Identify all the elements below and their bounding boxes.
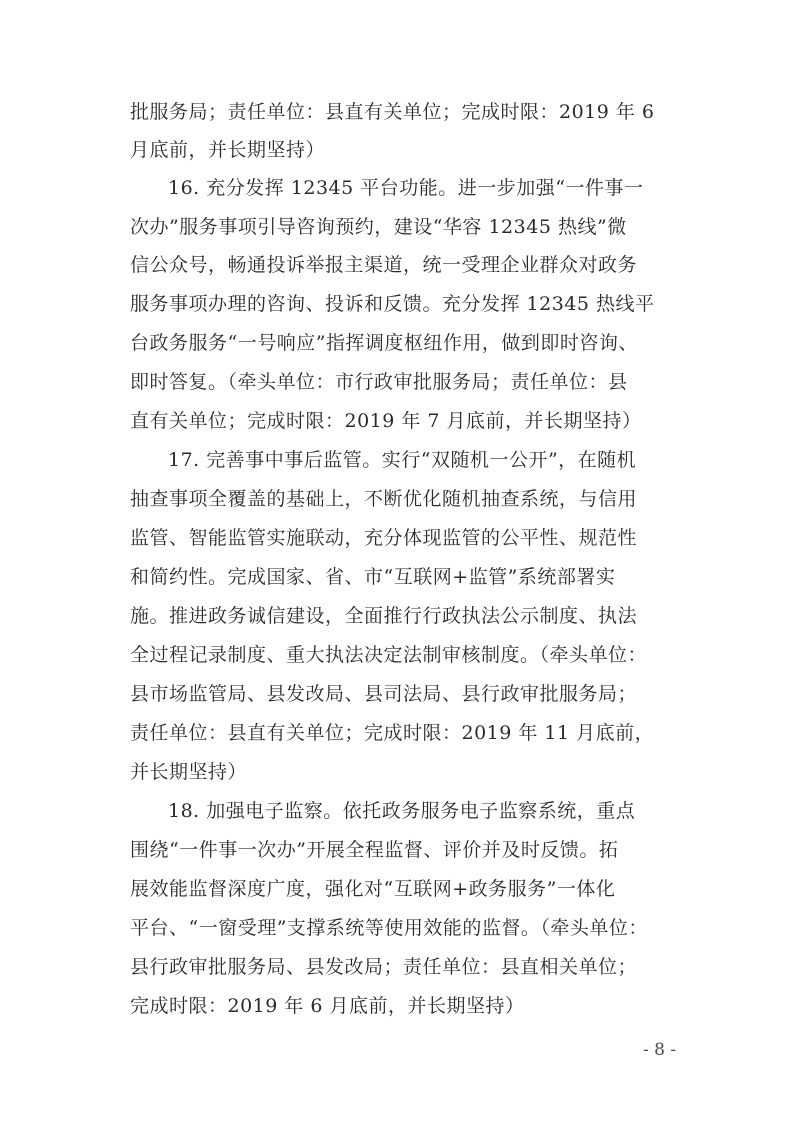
text-line: 批服务局；责任单位：县直有关单位；完成时限：2019 年 6	[130, 101, 655, 123]
text-line: 责任单位：县直有关单位；完成时限：2019 年 11 月底前，	[130, 722, 655, 744]
text-line: 信公众号，畅通投诉举报主渠道，统一受理企业群众对政务	[130, 254, 638, 276]
text-line: 县市场监管局、县发改局、县司法局、县行政审批服务局；	[130, 683, 638, 705]
text-line: 18. 加强电子监察。依托政务服务电子监察系统，重点	[168, 800, 636, 822]
text-line: 和简约性。完成国家、省、市“互联网+监管”系统部署实	[130, 566, 616, 588]
text-line: 并长期坚持）	[130, 761, 248, 783]
text-line: 直有关单位；完成时限：2019 年 7 月底前，并长期坚持）	[130, 410, 642, 432]
text-line: 监管、智能监管实施联动，充分体现监管的公平性、规范性	[130, 527, 638, 549]
text-line: 展效能监督深度广度，强化对“互联网+政务服务”一体化	[130, 878, 616, 900]
text-line: 抽查事项全覆盖的基础上，不断优化随机抽查系统，与信用	[130, 488, 638, 510]
text-line: 平台、“一窗受理”支撑系统等使用效能的监督。（牵头单位：	[130, 917, 648, 939]
text-line: 17. 完善事中事后监管。实行“双随机一公开”，在随机	[168, 449, 637, 471]
text-line: 服务事项办理的咨询、投诉和反馈。充分发挥 12345 热线平	[130, 293, 655, 315]
text-line: 全过程记录制度、重大执法决定法制审核制度。（牵头单位：	[130, 644, 648, 666]
text-line: 围绕“一件事一次办”开展全程监督、评价并及时反馈。拓	[130, 839, 619, 861]
page-number: - 8 -	[643, 1040, 677, 1060]
text-line: 完成时限：2019 年 6 月底前，并长期坚持）	[130, 995, 525, 1017]
text-line: 施。推进政务诚信建设，全面推行行政执法公示制度、执法	[130, 605, 638, 627]
text-line: 次办”服务事项引导咨询预约，建设“华容 12345 热线”微	[130, 216, 627, 238]
text-line: 台政务服务“一号响应”指挥调度枢纽作用，做到即时咨询、	[130, 332, 638, 354]
text-line: 16. 充分发挥 12345 平台功能。进一步加强“一件事一	[168, 177, 644, 199]
text-line: 月底前，并长期坚持）	[130, 139, 326, 161]
text-line: 即时答复。（牵头单位：市行政审批服务局；责任单位：县	[130, 371, 628, 393]
text-line: 县行政审批服务局、县发改局；责任单位：县直相关单位；	[130, 956, 638, 978]
